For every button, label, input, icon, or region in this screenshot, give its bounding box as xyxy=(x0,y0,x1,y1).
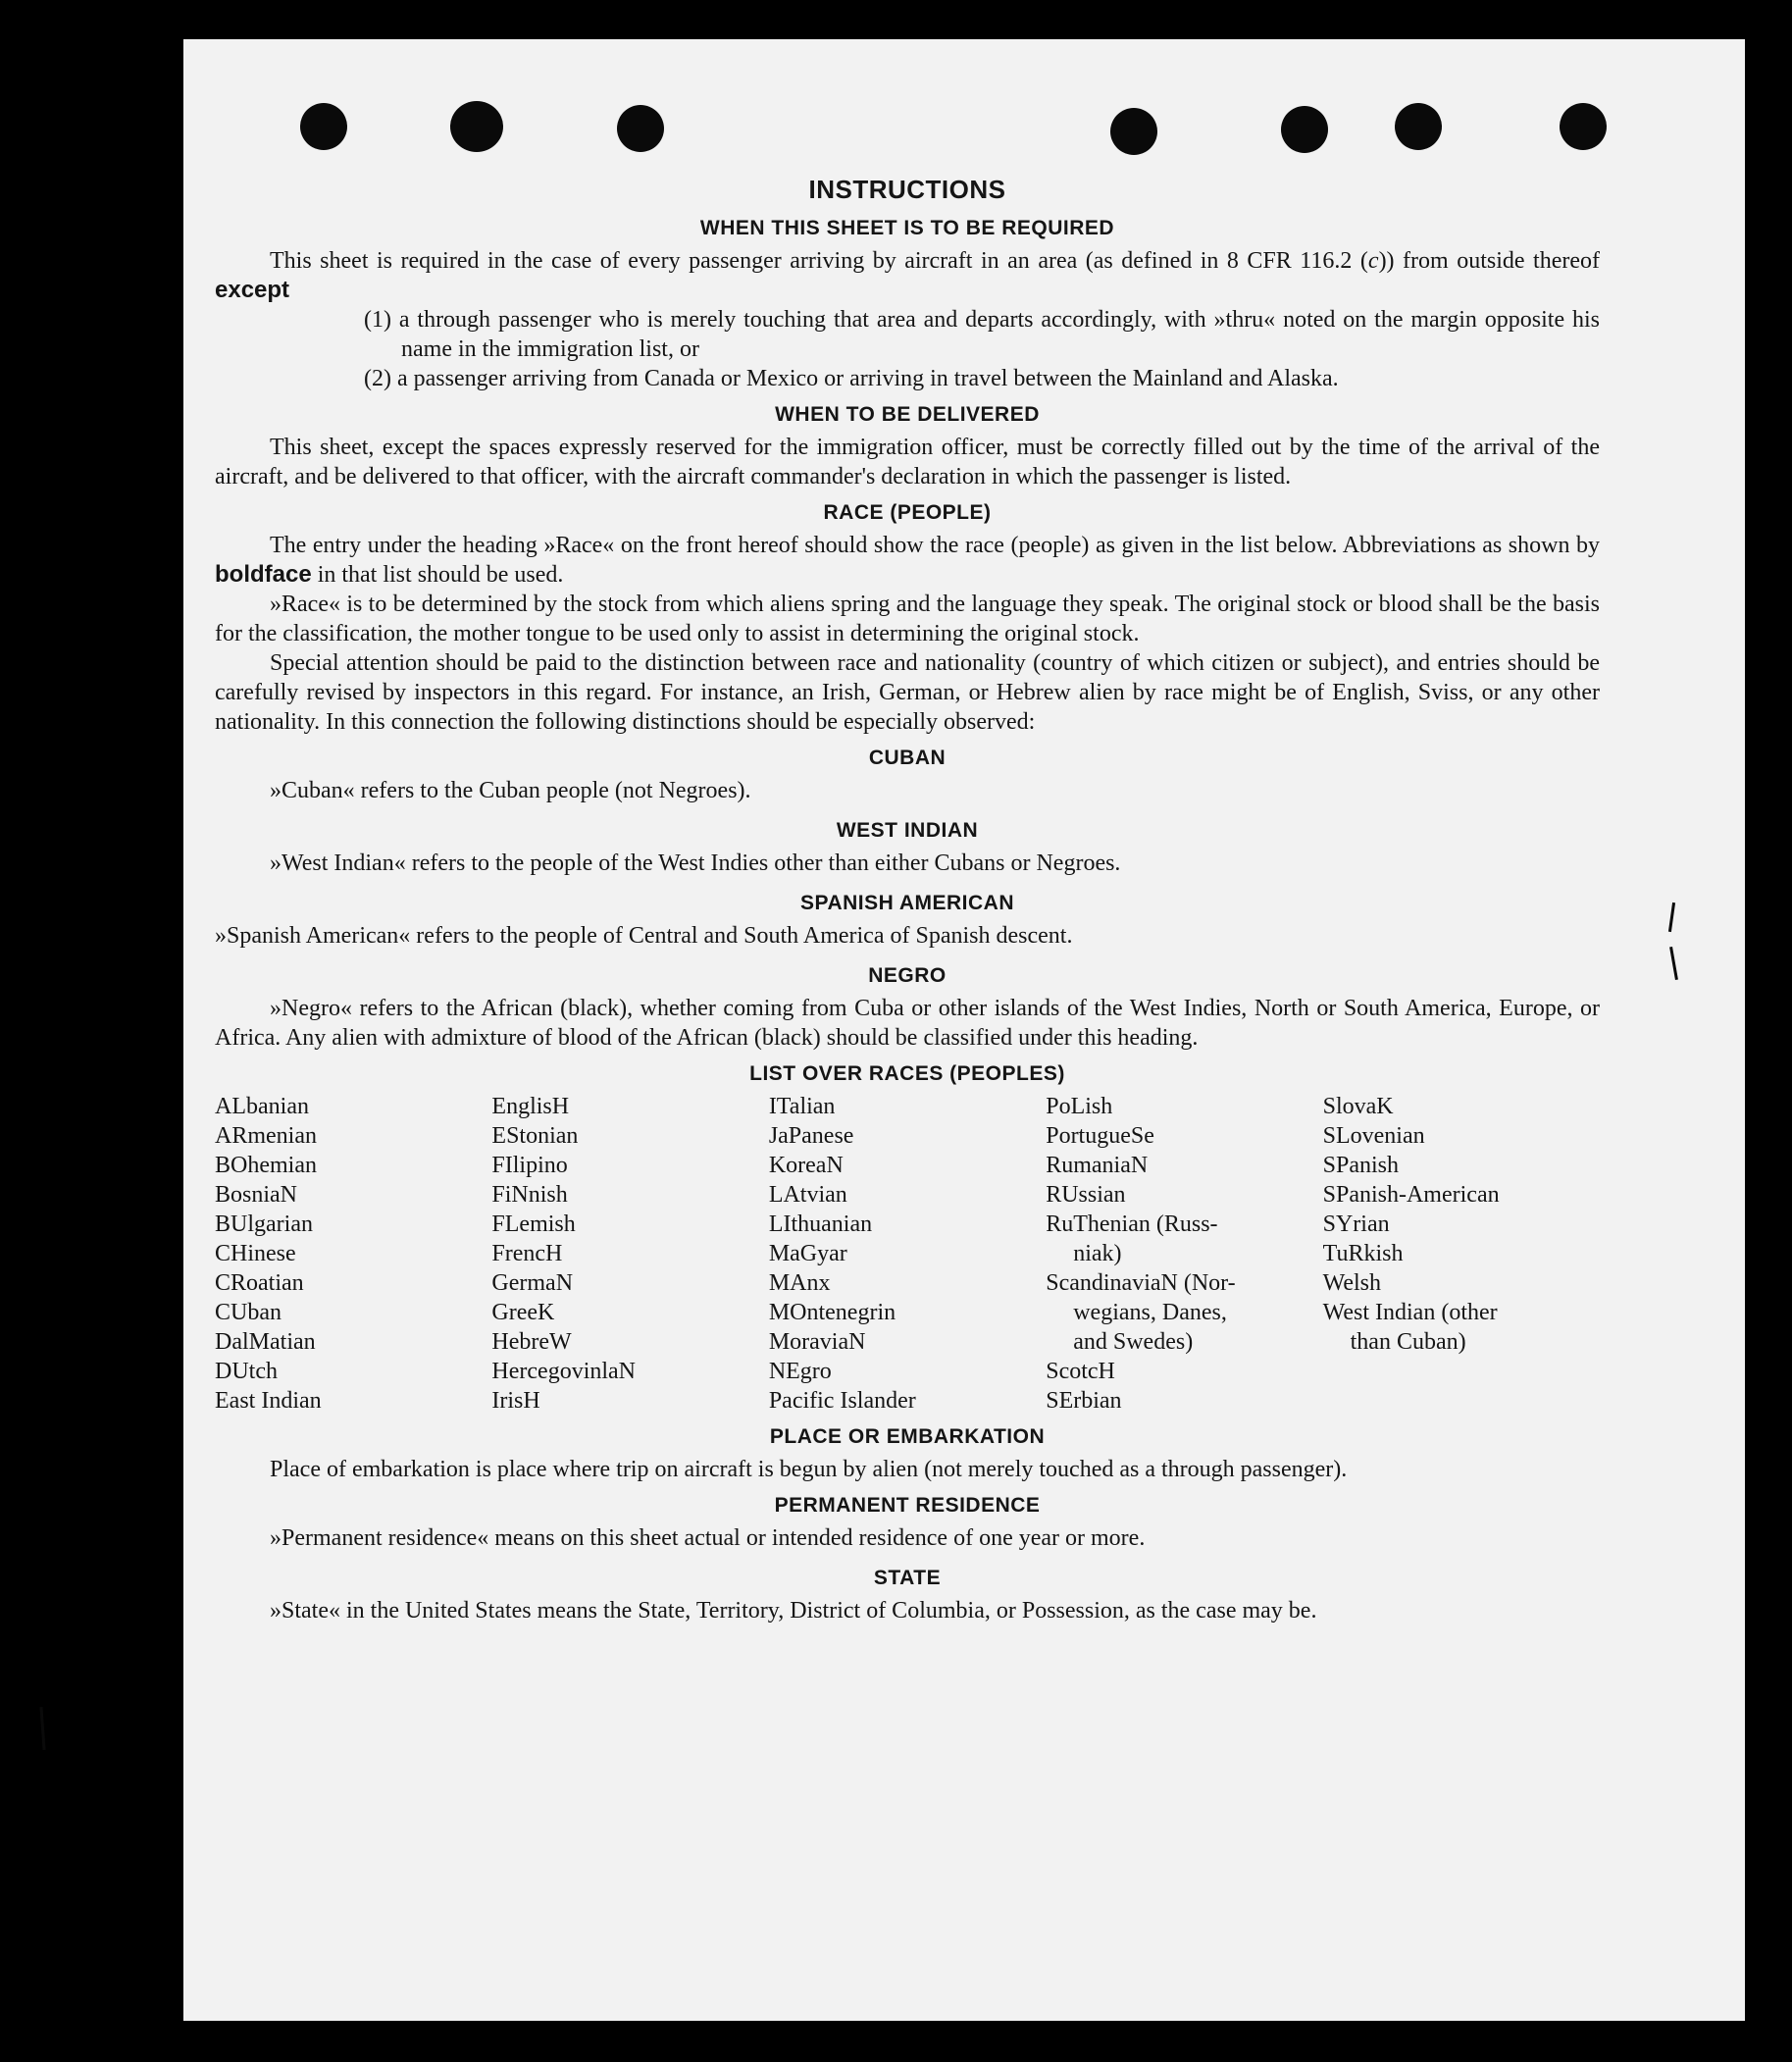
race-entry: than Cuban) xyxy=(1350,1329,1466,1355)
section-heading: WHEN TO BE DELIVERED xyxy=(775,403,1040,426)
race-column xyxy=(1323,1092,1600,1416)
paragraph: Special attention should be paid to the distinction between race and nationality (country of which citizen or subject), and entries should be carefully revised by inspectors in this regard. For instance, an Irish, German, or Hebrew alien by race might be of English, Sviss, or any other nationality. In this connection the following distinctions should be especially observed: xyxy=(215,650,1600,735)
punch-hole xyxy=(617,105,664,152)
race-entry: LIthuanian xyxy=(768,1211,873,1237)
list-item: (2) a passenger arriving from Canada or Mexico or arriving in travel between the Mainland and Alaska. xyxy=(364,366,1339,391)
punch-hole xyxy=(1110,108,1157,155)
race-entry: RuThenian (Russ- xyxy=(1046,1211,1218,1237)
race-entry: SlovaK xyxy=(1322,1094,1394,1119)
scan-mark xyxy=(39,1707,45,1750)
race-entry: ScandinaviaN (Nor- xyxy=(1046,1270,1236,1296)
race-entry: Welsh xyxy=(1322,1270,1382,1296)
paragraph: Place of embarkation is place where trip on aircraft is begun by alien (not merely touched as a through passenger). xyxy=(270,1457,1348,1482)
race-column xyxy=(769,1092,1046,1416)
race-entry: FLemish xyxy=(491,1211,576,1237)
race-entry: ScotcH xyxy=(1046,1359,1115,1384)
punch-hole xyxy=(1395,103,1442,150)
race-entry: MoraviaN xyxy=(768,1329,866,1355)
section-heading: NEGRO xyxy=(868,964,947,987)
race-entry: MOntenegrin xyxy=(768,1300,896,1325)
list-item: (1) a through passenger who is merely touching that area and departs accordingly, with »thru« noted on the margin opposite his name in the immigration list, or xyxy=(364,307,1600,362)
margin-mark xyxy=(1668,902,1675,932)
race-entry: SLovenian xyxy=(1322,1123,1425,1149)
race-entry: BOhemian xyxy=(215,1153,317,1178)
race-entry: PoLish xyxy=(1046,1094,1113,1119)
paragraph: »Race« is to be determined by the stock from which aliens spring and the language they speak. The original stock or blood shall be the basis for the classification, the mother tongue to be used only to assist in determining the original stock. xyxy=(215,592,1600,646)
section-heading: WHEN THIS SHEET IS TO BE REQUIRED xyxy=(699,217,1115,239)
paragraph: »State« in the United States means the State, Territory, District of Columbia, or Possession, as the case may be. xyxy=(270,1598,1317,1624)
race-entry: GreeK xyxy=(491,1300,555,1325)
race-entry: DUtch xyxy=(215,1359,278,1384)
race-entry: JaPanese xyxy=(768,1123,854,1149)
race-entry: PortugueSe xyxy=(1046,1123,1154,1149)
race-entry: DalMatian xyxy=(215,1329,316,1355)
race-entry: SPanish-American xyxy=(1322,1182,1500,1208)
paragraph: »Permanent residence« means on this sheet actual or intended residence of one year or more. xyxy=(270,1525,1146,1551)
punch-hole xyxy=(450,101,503,152)
race-entry: wegians, Danes, xyxy=(1073,1300,1227,1325)
punch-hole xyxy=(1560,103,1607,150)
race-entry: HebreW xyxy=(491,1329,572,1355)
instructions-content xyxy=(215,175,1600,1625)
race-entry: EStonian xyxy=(491,1123,579,1149)
race-entry: ITalian xyxy=(768,1094,836,1119)
race-entry: CUban xyxy=(215,1300,282,1325)
race-entry: MaGyar xyxy=(768,1241,847,1266)
race-entry: SPanish xyxy=(1322,1153,1399,1178)
race-entry: HercegovinlaN xyxy=(491,1359,637,1384)
document-sheet xyxy=(183,39,1745,2021)
race-entry: BosniaN xyxy=(215,1182,297,1208)
race-entry: BUlgarian xyxy=(215,1211,313,1237)
race-entry: MAnx xyxy=(768,1270,831,1296)
race-entry: LAtvian xyxy=(768,1182,847,1208)
section-heading: SPANISH AMERICAN xyxy=(799,892,1014,914)
section-heading: CUBAN xyxy=(868,747,947,769)
section-heading: WEST INDIAN xyxy=(836,819,979,842)
race-entry: FIlipino xyxy=(491,1153,568,1178)
race-list xyxy=(215,1092,1600,1416)
race-entry: KoreaN xyxy=(768,1153,844,1178)
race-entry: niak) xyxy=(1073,1241,1122,1266)
race-entry: RumaniaN xyxy=(1046,1153,1149,1178)
race-entry: GermaN xyxy=(491,1270,574,1296)
race-entry: EnglisH xyxy=(491,1094,570,1119)
race-entry: IrisH xyxy=(491,1388,540,1414)
punch-hole xyxy=(300,103,347,150)
margin-mark xyxy=(1669,947,1678,980)
section-heading: RACE (PEOPLE) xyxy=(823,501,992,524)
race-entry: Pacific Islander xyxy=(768,1388,916,1414)
race-entry: RUssian xyxy=(1046,1182,1126,1208)
race-entry: ALbanian xyxy=(215,1094,309,1119)
race-entry: West Indian (other xyxy=(1322,1300,1498,1325)
section-heading: LIST OVER RACES (PEOPLES) xyxy=(749,1062,1065,1085)
race-entry: SErbian xyxy=(1046,1388,1122,1414)
race-column xyxy=(1046,1092,1322,1416)
race-entry: and Swedes) xyxy=(1073,1329,1194,1355)
race-entry: SYrian xyxy=(1322,1211,1390,1237)
race-entry: FiNnish xyxy=(491,1182,568,1208)
paragraph: »West Indian« refers to the people of the West Indies other than either Cubans or Negroes. xyxy=(270,851,1121,876)
race-entry: CRoatian xyxy=(215,1270,304,1296)
race-entry: ARmenian xyxy=(215,1123,317,1149)
section-heading: STATE xyxy=(873,1567,942,1589)
paragraph: »Spanish American« refers to the people of Central and South America of Spanish descent. xyxy=(215,923,1073,949)
race-entry: TuRkish xyxy=(1322,1241,1404,1266)
paragraph: This sheet is required in the case of every passenger arriving by aircraft in an area (as defined in 8 CFR 116.2 (c)) from outside thereof except xyxy=(215,248,1601,303)
race-column xyxy=(491,1092,768,1416)
section-heading: PLACE OR EMBARKATION xyxy=(769,1425,1046,1448)
paragraph: »Negro« refers to the African (black), whether coming from Cuba or other islands of the West Indies, North or South America, Europe, or Africa. Any alien with admixture of blood of the African (black) should be classified under this heading. xyxy=(215,996,1600,1051)
race-entry: FrencH xyxy=(491,1241,563,1266)
race-entry: CHinese xyxy=(215,1241,296,1266)
paragraph: This sheet, except the spaces expressly reserved for the immigration officer, must be correctly filled out by the time of the arrival of the aircraft, and be delivered to that officer, with the aircraft commander's declaration in which the passenger is listed. xyxy=(215,435,1600,490)
section-heading: PERMANENT RESIDENCE xyxy=(774,1494,1041,1517)
page-title: INSTRUCTIONS xyxy=(808,175,1006,204)
race-entry: East Indian xyxy=(215,1388,322,1414)
punch-hole xyxy=(1281,106,1328,153)
race-entry: NEgro xyxy=(768,1359,832,1384)
paragraph: The entry under the heading »Race« on the front hereof should show the race (people) as given in the list below. Abbreviations as shown by boldface in that list should be used. xyxy=(215,533,1600,588)
race-column xyxy=(215,1092,491,1416)
paragraph: »Cuban« refers to the Cuban people (not Negroes). xyxy=(270,778,751,803)
